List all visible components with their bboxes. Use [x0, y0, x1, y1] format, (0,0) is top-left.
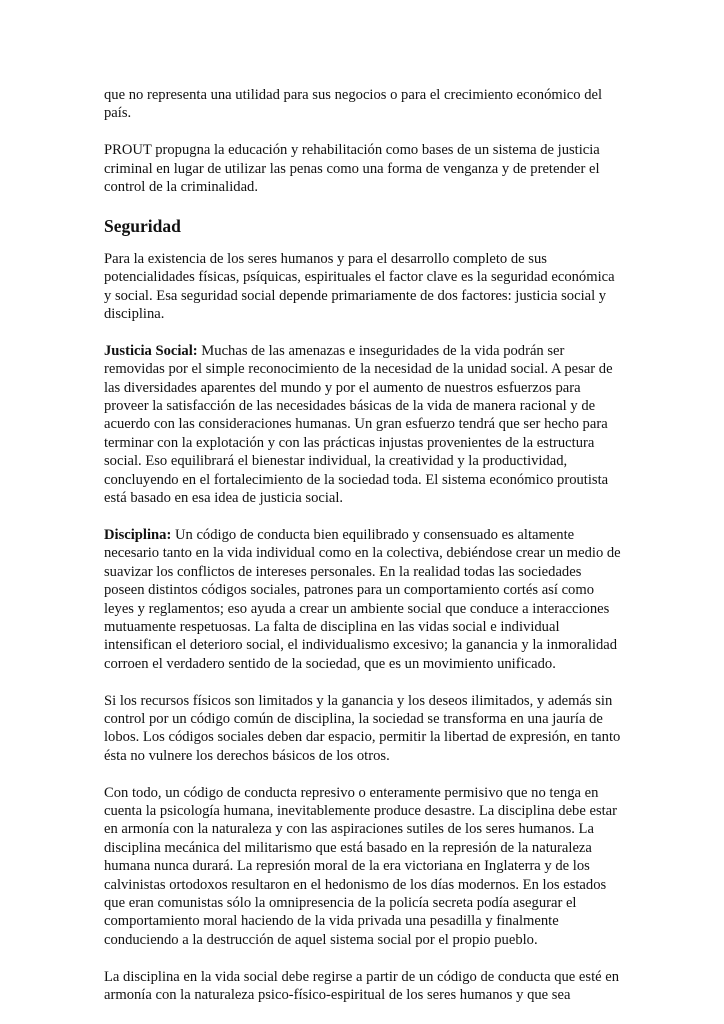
text-line: leyes y reglamentos; eso ayuda a crear un ambiente social que conduce a interacciones	[104, 600, 610, 617]
text-line	[104, 526, 634, 544]
term-label-justicia-social: Justicia Social:	[104, 342, 198, 359]
text-line	[104, 342, 634, 360]
text-line: PROUT propugna la educación y rehabilitación como bases de un sistema de justicia	[104, 142, 600, 159]
text-line: que no representa una utilidad para sus negocios o para el crecimiento económico del	[104, 87, 603, 103]
text-line: país.	[104, 105, 132, 122]
text-line: necesario tanto en la vida individual como en la colectiva, debiéndose crear un medio de	[104, 545, 621, 562]
text-line: disciplina.	[104, 306, 165, 323]
paragraph-codigo-represivo	[104, 784, 634, 950]
text-line: disciplina mecánica del militarismo que está basado en la represión de la naturaleza	[104, 839, 592, 856]
text-line: lobos. Los códigos sociales deben dar espacio, permitir la libertad de expresión, en tanto	[104, 729, 621, 746]
text-line: acuerdo con las consideraciones humanas. Un gran esfuerzo tendrá que ser hecho para	[104, 416, 608, 433]
text-line: suavizar los conflictos de intereses personales. En la realidad todas las sociedades	[104, 563, 582, 580]
paragraph-prout-justice	[104, 141, 634, 196]
paragraph-justicia-social	[104, 342, 634, 508]
text-line: Para la existencia de los seres humanos y para el desarrollo completo de sus	[104, 250, 547, 267]
section-heading-seguridad: Seguridad	[104, 215, 181, 236]
text-line: concluyendo en el fortalecimiento de la sociedad toda. El sistema económico proutista	[104, 471, 609, 488]
text-line: terminar con la explotación y con las prácticas injustas provenientes de la estructura	[104, 434, 595, 451]
text-line: ésta no vulnere los derechos básicos de los otros.	[104, 747, 390, 764]
paragraph-economic-utility	[104, 86, 634, 123]
text-line: en armonía con la naturaleza y con las aspiraciones sutiles de los seres humanos. La	[104, 821, 594, 838]
text-line: social. Eso equilibrará el bienestar individual, la creatividad y la productividad,	[104, 453, 568, 470]
document-page	[104, 86, 634, 1023]
text-line: criminal en lugar de utilizar las penas como una forma de venganza y de pretender el	[104, 160, 600, 177]
text-line: calvinistas ortodoxos resultaron en el hedonismo de los días modernos. En los estados	[104, 876, 607, 893]
text-line: Si los recursos físicos son limitados y la ganancia y los deseos ilimitados, y además sin	[104, 692, 613, 709]
text-line: removidas por el simple reconocimiento de la necesidad de la unidad social. A pesar de	[104, 361, 613, 378]
paragraph-recursos-fisicos	[104, 692, 634, 766]
text-line: Con todo, un código de conducta represivo o enteramente permisivo que no tenga en	[104, 784, 599, 801]
term-label-disciplina: Disciplina:	[104, 526, 172, 543]
text-line: está basado en esa idea de justicia social.	[104, 490, 344, 507]
text-line: mutuamente respetuosas. La falta de disciplina en las vidas social e individual	[104, 618, 560, 635]
text-line: poseen distintos códigos sociales, patrones para un comportamiento cortés así como	[104, 582, 594, 599]
text-line: cuenta la psicología humana, inevitablemente produce desastre. La disciplina debe estar	[104, 802, 618, 819]
text-line: conduciendo a la destrucción de aquel sistema social por el propio pueblo.	[104, 931, 538, 948]
text-line: control de la criminalidad.	[104, 179, 258, 196]
text-line: intensifican el deterioro social, el individualismo excesivo; la ganancia y la inmoralidad	[104, 637, 618, 654]
paragraph-disciplina	[104, 526, 634, 673]
text-line: corroen el verdadero sentido de la sociedad, que es un movimiento unificado.	[104, 655, 556, 672]
paragraph-seguridad-intro	[104, 250, 634, 324]
text-line: potencialidades físicas, psíquicas, espirituales el factor clave es la seguridad económica	[104, 269, 615, 286]
text-line: las diversidades aparentes del mundo y por el aumento de nuestros esfuerzos para	[104, 379, 581, 396]
paragraph-disciplina-vida-social	[104, 968, 634, 1005]
text-line: armonía con la naturaleza psico-físico-espiritual de los seres humanos y que sea	[104, 986, 571, 1003]
text-line: y social. Esa seguridad social depende primariamente de dos factores: justicia social y	[104, 287, 607, 304]
text-line: comportamiento moral haciendo de la vida privada una pesadilla y finalmente	[104, 913, 559, 930]
text-line: proveer la satisfacción de las necesidades básicas de la vida de manera racional y de	[104, 398, 596, 415]
text-line: que eran comunistas sólo la omnipresencia de la policía secreta podía asegurar el	[104, 894, 577, 911]
text-run: Muchas de las amenazas e inseguridades de la vida podrán ser	[197, 342, 565, 359]
text-line: La disciplina en la vida social debe regirse a partir de un código de conducta que esté en	[104, 968, 620, 985]
text-line: humana nunca durará. La represión moral de la era victoriana en Inglaterra y de los	[104, 858, 590, 875]
text-line: control por un código común de disciplina, la sociedad se transforma en una jauría de	[104, 710, 603, 727]
text-run: Un código de conducta bien equilibrado y consensuado es altamente	[171, 526, 575, 543]
